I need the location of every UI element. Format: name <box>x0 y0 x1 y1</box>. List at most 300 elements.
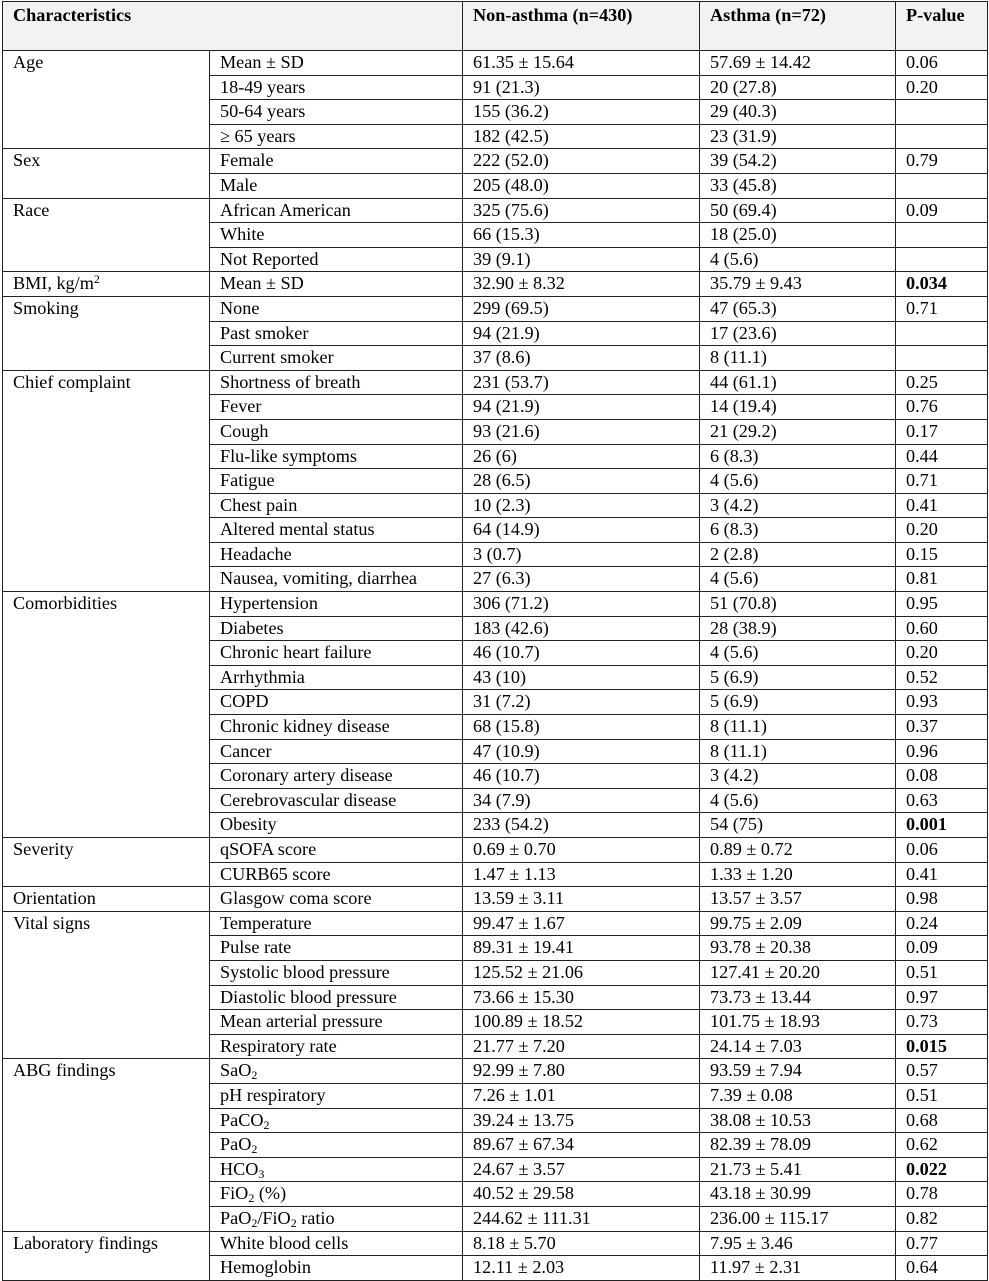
table-header <box>3 2 988 51</box>
p-value-cell: 0.57 <box>896 1059 988 1084</box>
table-row <box>3 592 988 617</box>
non-asthma-cell: 24.67 ± 3.57 <box>463 1157 700 1182</box>
table-row <box>3 296 988 321</box>
p-value-cell: 0.63 <box>896 788 988 813</box>
group-label-text: Severity <box>13 839 74 859</box>
non-asthma-cell: 91 (21.3) <box>463 75 700 100</box>
group-label <box>3 149 210 198</box>
characteristic-text: 18-49 years <box>220 76 306 97</box>
asthma-cell: 101.75 ± 18.93 <box>700 1010 896 1035</box>
header-non-asthma: Non-asthma (n=430) <box>463 2 700 51</box>
asthma-cell: 0.89 ± 0.72 <box>700 838 896 863</box>
asthma-cell: 13.57 ± 3.57 <box>700 887 896 912</box>
table-row <box>3 149 988 174</box>
p-value-cell: 0.95 <box>896 592 988 617</box>
p-value-cell <box>896 346 988 371</box>
asthma-cell: 8 (11.1) <box>700 346 896 371</box>
non-asthma-cell: 37 (8.6) <box>463 346 700 371</box>
characteristic-cell <box>210 1182 463 1207</box>
characteristic-cell <box>210 469 463 494</box>
table-body <box>3 51 988 1281</box>
asthma-cell: 1.33 ± 1.20 <box>700 862 896 887</box>
characteristic-suffix: (%) <box>254 1183 287 1204</box>
asthma-cell: 82.39 ± 78.09 <box>700 1133 896 1158</box>
p-value-cell <box>896 124 988 149</box>
characteristic-text: Temperature <box>220 912 312 933</box>
asthma-cell: 21 (29.2) <box>700 419 896 444</box>
asthma-cell: 4 (5.6) <box>700 469 896 494</box>
p-value-cell: 0.71 <box>896 469 988 494</box>
header-p-value: P-value <box>896 2 988 51</box>
p-value-cell: 0.17 <box>896 419 988 444</box>
characteristic-text: Hemoglobin <box>220 1257 311 1278</box>
group-label <box>3 296 210 370</box>
non-asthma-cell: 0.69 ± 0.70 <box>463 838 700 863</box>
characteristic-text: Systolic blood pressure <box>220 961 390 982</box>
characteristic-text: None <box>220 297 260 318</box>
p-value-cell: 0.68 <box>896 1108 988 1133</box>
p-value-cell: 0.20 <box>896 75 988 100</box>
non-asthma-cell: 231 (53.7) <box>463 370 700 395</box>
group-label <box>3 911 210 1059</box>
characteristic-cell <box>210 960 463 985</box>
characteristic-suffix: ratio <box>296 1207 335 1228</box>
header-row <box>3 2 988 51</box>
asthma-cell: 21.73 ± 5.41 <box>700 1157 896 1182</box>
characteristic-text: Shortness of breath <box>220 371 361 392</box>
group-label-superscript: 2 <box>93 272 100 287</box>
p-value-cell: 0.97 <box>896 985 988 1010</box>
table-row <box>3 911 988 936</box>
asthma-cell: 3 (4.2) <box>700 493 896 518</box>
p-value-cell: 0.25 <box>896 370 988 395</box>
characteristic-text: Arrhythmia <box>220 666 305 687</box>
p-value-cell: 0.09 <box>896 936 988 961</box>
asthma-cell: 73.73 ± 13.44 <box>700 985 896 1010</box>
non-asthma-cell: 31 (7.2) <box>463 690 700 715</box>
p-value-cell <box>896 173 988 198</box>
table-row <box>3 1231 988 1256</box>
characteristic-subscript: 2 <box>290 1215 297 1230</box>
characteristic-text: African American <box>220 199 351 220</box>
characteristic-cell <box>210 419 463 444</box>
non-asthma-cell: 43 (10) <box>463 665 700 690</box>
asthma-cell: 99.75 ± 2.09 <box>700 911 896 936</box>
p-value-cell <box>896 321 988 346</box>
asthma-cell: 6 (8.3) <box>700 444 896 469</box>
characteristic-text: 50-64 years <box>220 101 306 122</box>
asthma-cell: 50 (69.4) <box>700 198 896 223</box>
characteristic-cell <box>210 641 463 666</box>
characteristic-text: Mean arterial pressure <box>220 1011 383 1032</box>
characteristic-text: HCO <box>220 1158 259 1179</box>
characteristic-text: ≥ 65 years <box>220 125 296 146</box>
asthma-cell: 4 (5.6) <box>700 641 896 666</box>
asthma-cell: 14 (19.4) <box>700 395 896 420</box>
non-asthma-cell: 92.99 ± 7.80 <box>463 1059 700 1084</box>
characteristic-text: PaCO <box>220 1109 264 1130</box>
characteristic-cell <box>210 592 463 617</box>
non-asthma-cell: 10 (2.3) <box>463 493 700 518</box>
characteristic-suffix: /FiO <box>257 1207 291 1228</box>
characteristic-text: Current smoker <box>220 347 334 368</box>
characteristic-text: Glasgow coma score <box>220 888 372 909</box>
characteristic-subscript: 2 <box>251 1215 258 1230</box>
asthma-cell: 24.14 ± 7.03 <box>700 1034 896 1059</box>
asthma-cell: 29 (40.3) <box>700 100 896 125</box>
asthma-cell: 51 (70.8) <box>700 592 896 617</box>
non-asthma-cell: 205 (48.0) <box>463 173 700 198</box>
characteristic-text: Cancer <box>220 740 272 761</box>
characteristic-subscript: 3 <box>258 1166 265 1181</box>
characteristic-cell <box>210 1133 463 1158</box>
p-value-cell: 0.96 <box>896 739 988 764</box>
characteristic-cell <box>210 198 463 223</box>
non-asthma-cell: 46 (10.7) <box>463 641 700 666</box>
non-asthma-cell: 89.31 ± 19.41 <box>463 936 700 961</box>
characteristic-cell <box>210 124 463 149</box>
p-value-cell: 0.71 <box>896 296 988 321</box>
non-asthma-cell: 233 (54.2) <box>463 813 700 838</box>
non-asthma-cell: 125.52 ± 21.06 <box>463 960 700 985</box>
characteristic-text: Pulse rate <box>220 937 292 958</box>
characteristic-cell <box>210 838 463 863</box>
group-label <box>3 592 210 838</box>
characteristic-text: White blood cells <box>220 1232 349 1253</box>
non-asthma-cell: 47 (10.9) <box>463 739 700 764</box>
p-value-cell <box>896 247 988 272</box>
characteristic-cell <box>210 1206 463 1231</box>
characteristic-text: PaO <box>220 1207 252 1228</box>
p-value-cell: 0.09 <box>896 198 988 223</box>
characteristic-text: Chronic heart failure <box>220 642 372 663</box>
non-asthma-cell: 73.66 ± 15.30 <box>463 985 700 1010</box>
characteristic-cell <box>210 1157 463 1182</box>
table-row <box>3 887 988 912</box>
p-value-cell: 0.24 <box>896 911 988 936</box>
asthma-cell: 4 (5.6) <box>700 247 896 272</box>
characteristic-text: Diabetes <box>220 617 284 638</box>
asthma-cell: 5 (6.9) <box>700 665 896 690</box>
characteristic-cell <box>210 1034 463 1059</box>
characteristic-text: Not Reported <box>220 248 319 269</box>
table-row <box>3 838 988 863</box>
characteristic-cell <box>210 813 463 838</box>
asthma-cell: 6 (8.3) <box>700 518 896 543</box>
non-asthma-cell: 244.62 ± 111.31 <box>463 1206 700 1231</box>
characteristic-text: Mean ± SD <box>220 52 304 72</box>
asthma-cell: 93.59 ± 7.94 <box>700 1059 896 1084</box>
group-label-text: Sex <box>13 150 41 171</box>
asthma-cell: 18 (25.0) <box>700 223 896 248</box>
non-asthma-cell: 34 (7.9) <box>463 788 700 813</box>
p-value-cell: 0.98 <box>896 887 988 912</box>
characteristic-text: Mean ± SD <box>220 273 304 294</box>
p-value-cell: 0.06 <box>896 838 988 863</box>
group-label-text: Age <box>13 52 44 72</box>
characteristic-text: qSOFA score <box>220 839 317 859</box>
non-asthma-cell: 100.89 ± 18.52 <box>463 1010 700 1035</box>
p-value-cell: 0.015 <box>896 1034 988 1059</box>
non-asthma-cell: 12.11 ± 2.03 <box>463 1256 700 1281</box>
characteristic-cell <box>210 346 463 371</box>
header-asthma: Asthma (n=72) <box>700 2 896 51</box>
p-value-cell: 0.08 <box>896 764 988 789</box>
group-label-text: Orientation <box>13 888 96 909</box>
p-value-cell: 0.93 <box>896 690 988 715</box>
group-label-text: Chief complaint <box>13 371 131 392</box>
characteristic-cell <box>210 272 463 297</box>
characteristic-text: Obesity <box>220 814 277 835</box>
characteristic-text: Male <box>220 174 258 195</box>
characteristic-cell <box>210 444 463 469</box>
characteristic-cell <box>210 715 463 740</box>
p-value-cell <box>896 100 988 125</box>
group-label-text: Vital signs <box>13 912 91 933</box>
characteristic-cell <box>210 862 463 887</box>
asthma-cell: 236.00 ± 115.17 <box>700 1206 896 1231</box>
p-value-cell: 0.73 <box>896 1010 988 1035</box>
table-row <box>3 272 988 297</box>
asthma-cell: 11.97 ± 2.31 <box>700 1256 896 1281</box>
characteristic-cell <box>210 296 463 321</box>
characteristic-text: Fatigue <box>220 470 275 491</box>
non-asthma-cell: 99.47 ± 1.67 <box>463 911 700 936</box>
characteristic-text: Hypertension <box>220 593 318 614</box>
characteristic-cell <box>210 51 463 76</box>
non-asthma-cell: 26 (6) <box>463 444 700 469</box>
asthma-cell: 54 (75) <box>700 813 896 838</box>
characteristic-subscript: 2 <box>263 1117 270 1132</box>
table-row <box>3 370 988 395</box>
characteristic-cell <box>210 1059 463 1084</box>
non-asthma-cell: 32.90 ± 8.32 <box>463 272 700 297</box>
characteristic-cell <box>210 985 463 1010</box>
characteristic-text: Cerebrovascular disease <box>220 789 397 810</box>
p-value-cell: 0.034 <box>896 272 988 297</box>
characteristic-cell <box>210 1010 463 1035</box>
asthma-cell: 23 (31.9) <box>700 124 896 149</box>
p-value-cell: 0.51 <box>896 1083 988 1108</box>
non-asthma-cell: 39 (9.1) <box>463 247 700 272</box>
non-asthma-cell: 306 (71.2) <box>463 592 700 617</box>
characteristic-text: Diastolic blood pressure <box>220 986 397 1007</box>
characteristic-cell <box>210 395 463 420</box>
non-asthma-cell: 61.35 ± 15.64 <box>463 51 700 76</box>
group-label <box>3 51 210 149</box>
non-asthma-cell: 93 (21.6) <box>463 419 700 444</box>
asthma-cell: 44 (61.1) <box>700 370 896 395</box>
characteristic-text: Chest pain <box>220 494 298 515</box>
p-value-cell: 0.44 <box>896 444 988 469</box>
p-value-cell: 0.79 <box>896 149 988 174</box>
characteristic-text: White <box>220 224 265 245</box>
p-value-cell: 0.41 <box>896 493 988 518</box>
p-value-cell: 0.37 <box>896 715 988 740</box>
p-value-cell: 0.06 <box>896 51 988 76</box>
non-asthma-cell: 64 (14.9) <box>463 518 700 543</box>
p-value-cell: 0.52 <box>896 665 988 690</box>
non-asthma-cell: 89.67 ± 67.34 <box>463 1133 700 1158</box>
characteristic-cell <box>210 370 463 395</box>
group-label-text: ABG findings <box>13 1060 116 1081</box>
asthma-cell: 4 (5.6) <box>700 788 896 813</box>
characteristic-cell <box>210 665 463 690</box>
characteristic-text: Respiratory rate <box>220 1035 337 1056</box>
non-asthma-cell: 40.52 ± 29.58 <box>463 1182 700 1207</box>
non-asthma-cell: 7.26 ± 1.01 <box>463 1083 700 1108</box>
group-label <box>3 838 210 887</box>
table-row <box>3 51 988 76</box>
asthma-cell: 43.18 ± 30.99 <box>700 1182 896 1207</box>
characteristic-cell <box>210 1083 463 1108</box>
group-label <box>3 887 210 912</box>
characteristic-cell <box>210 788 463 813</box>
characteristic-cell <box>210 616 463 641</box>
asthma-cell: 57.69 ± 14.42 <box>700 51 896 76</box>
non-asthma-cell: 155 (36.2) <box>463 100 700 125</box>
asthma-cell: 35.79 ± 9.43 <box>700 272 896 297</box>
group-label <box>3 198 210 272</box>
characteristic-text: Nausea, vomiting, diarrhea <box>220 568 417 589</box>
characteristics-table <box>2 1 988 1281</box>
characteristic-cell <box>210 321 463 346</box>
non-asthma-cell: 28 (6.5) <box>463 469 700 494</box>
characteristic-subscript: 2 <box>251 1068 258 1083</box>
group-label <box>3 370 210 591</box>
asthma-cell: 17 (23.6) <box>700 321 896 346</box>
asthma-cell: 38.08 ± 10.53 <box>700 1108 896 1133</box>
group-label <box>3 1231 210 1280</box>
characteristic-cell <box>210 173 463 198</box>
characteristic-text: Coronary artery disease <box>220 765 393 786</box>
group-label <box>3 272 210 297</box>
asthma-cell: 127.41 ± 20.20 <box>700 960 896 985</box>
characteristic-text: FiO <box>220 1183 249 1204</box>
non-asthma-cell: 222 (52.0) <box>463 149 700 174</box>
p-value-cell: 0.81 <box>896 567 988 592</box>
non-asthma-cell: 68 (15.8) <box>463 715 700 740</box>
characteristic-cell <box>210 1231 463 1256</box>
p-value-cell: 0.15 <box>896 542 988 567</box>
characteristic-cell <box>210 911 463 936</box>
asthma-cell: 8 (11.1) <box>700 739 896 764</box>
characteristic-text: Flu-like symptoms <box>220 445 357 466</box>
characteristic-subscript: 2 <box>248 1191 255 1206</box>
asthma-cell: 93.78 ± 20.38 <box>700 936 896 961</box>
non-asthma-cell: 13.59 ± 3.11 <box>463 887 700 912</box>
characteristic-subscript: 2 <box>251 1142 258 1157</box>
characteristic-cell <box>210 247 463 272</box>
p-value-cell: 0.41 <box>896 862 988 887</box>
group-label <box>3 1059 210 1231</box>
p-value-cell: 0.64 <box>896 1256 988 1281</box>
p-value-cell: 0.20 <box>896 641 988 666</box>
non-asthma-cell: 299 (69.5) <box>463 296 700 321</box>
non-asthma-cell: 21.77 ± 7.20 <box>463 1034 700 1059</box>
characteristic-cell <box>210 764 463 789</box>
non-asthma-cell: 8.18 ± 5.70 <box>463 1231 700 1256</box>
p-value-cell: 0.76 <box>896 395 988 420</box>
characteristic-text: Cough <box>220 420 269 441</box>
characteristic-text: SaO <box>220 1060 252 1081</box>
characteristic-cell <box>210 100 463 125</box>
characteristic-cell <box>210 149 463 174</box>
asthma-cell: 7.39 ± 0.08 <box>700 1083 896 1108</box>
group-label-text: Laboratory findings <box>13 1232 158 1253</box>
table-row <box>3 198 988 223</box>
characteristic-cell <box>210 567 463 592</box>
characteristic-cell <box>210 887 463 912</box>
asthma-cell: 5 (6.9) <box>700 690 896 715</box>
characteristic-cell <box>210 690 463 715</box>
group-label-text: Smoking <box>13 297 79 318</box>
characteristic-cell <box>210 739 463 764</box>
asthma-cell: 8 (11.1) <box>700 715 896 740</box>
characteristic-cell <box>210 936 463 961</box>
asthma-cell: 20 (27.8) <box>700 75 896 100</box>
p-value-cell <box>896 223 988 248</box>
characteristic-cell <box>210 75 463 100</box>
p-value-cell: 0.51 <box>896 960 988 985</box>
asthma-cell: 28 (38.9) <box>700 616 896 641</box>
asthma-cell: 47 (65.3) <box>700 296 896 321</box>
characteristic-text: Past smoker <box>220 322 309 343</box>
table-row <box>3 1059 988 1084</box>
characteristic-text: Female <box>220 150 274 171</box>
group-label-text: Race <box>13 199 50 220</box>
non-asthma-cell: 3 (0.7) <box>463 542 700 567</box>
non-asthma-cell: 182 (42.5) <box>463 124 700 149</box>
characteristic-cell <box>210 493 463 518</box>
characteristic-text: Fever <box>220 396 262 417</box>
non-asthma-cell: 325 (75.6) <box>463 198 700 223</box>
p-value-cell: 0.022 <box>896 1157 988 1182</box>
characteristic-text: Chronic kidney disease <box>220 716 390 737</box>
asthma-cell: 39 (54.2) <box>700 149 896 174</box>
p-value-cell: 0.62 <box>896 1133 988 1158</box>
characteristic-cell <box>210 1108 463 1133</box>
non-asthma-cell: 46 (10.7) <box>463 764 700 789</box>
p-value-cell: 0.78 <box>896 1182 988 1207</box>
p-value-cell: 0.60 <box>896 616 988 641</box>
characteristic-text: COPD <box>220 691 269 712</box>
characteristic-cell <box>210 223 463 248</box>
asthma-cell: 3 (4.2) <box>700 764 896 789</box>
asthma-cell: 2 (2.8) <box>700 542 896 567</box>
non-asthma-cell: 39.24 ± 13.75 <box>463 1108 700 1133</box>
non-asthma-cell: 27 (6.3) <box>463 567 700 592</box>
characteristic-text: Altered mental status <box>220 519 375 540</box>
characteristic-cell <box>210 1256 463 1281</box>
characteristic-cell <box>210 518 463 543</box>
characteristic-text: pH respiratory <box>220 1084 326 1105</box>
group-label-text: Comorbidities <box>13 593 118 614</box>
asthma-cell: 33 (45.8) <box>700 173 896 198</box>
p-value-cell: 0.20 <box>896 518 988 543</box>
header-characteristics: Characteristics <box>3 2 463 51</box>
asthma-cell: 4 (5.6) <box>700 567 896 592</box>
p-value-cell: 0.77 <box>896 1231 988 1256</box>
group-label-text: BMI, kg/m <box>13 273 94 294</box>
characteristic-cell <box>210 542 463 567</box>
non-asthma-cell: 183 (42.6) <box>463 616 700 641</box>
characteristic-text: CURB65 score <box>220 863 331 884</box>
characteristic-text: Headache <box>220 543 292 564</box>
asthma-cell: 7.95 ± 3.46 <box>700 1231 896 1256</box>
non-asthma-cell: 66 (15.3) <box>463 223 700 248</box>
p-value-cell: 0.001 <box>896 813 988 838</box>
